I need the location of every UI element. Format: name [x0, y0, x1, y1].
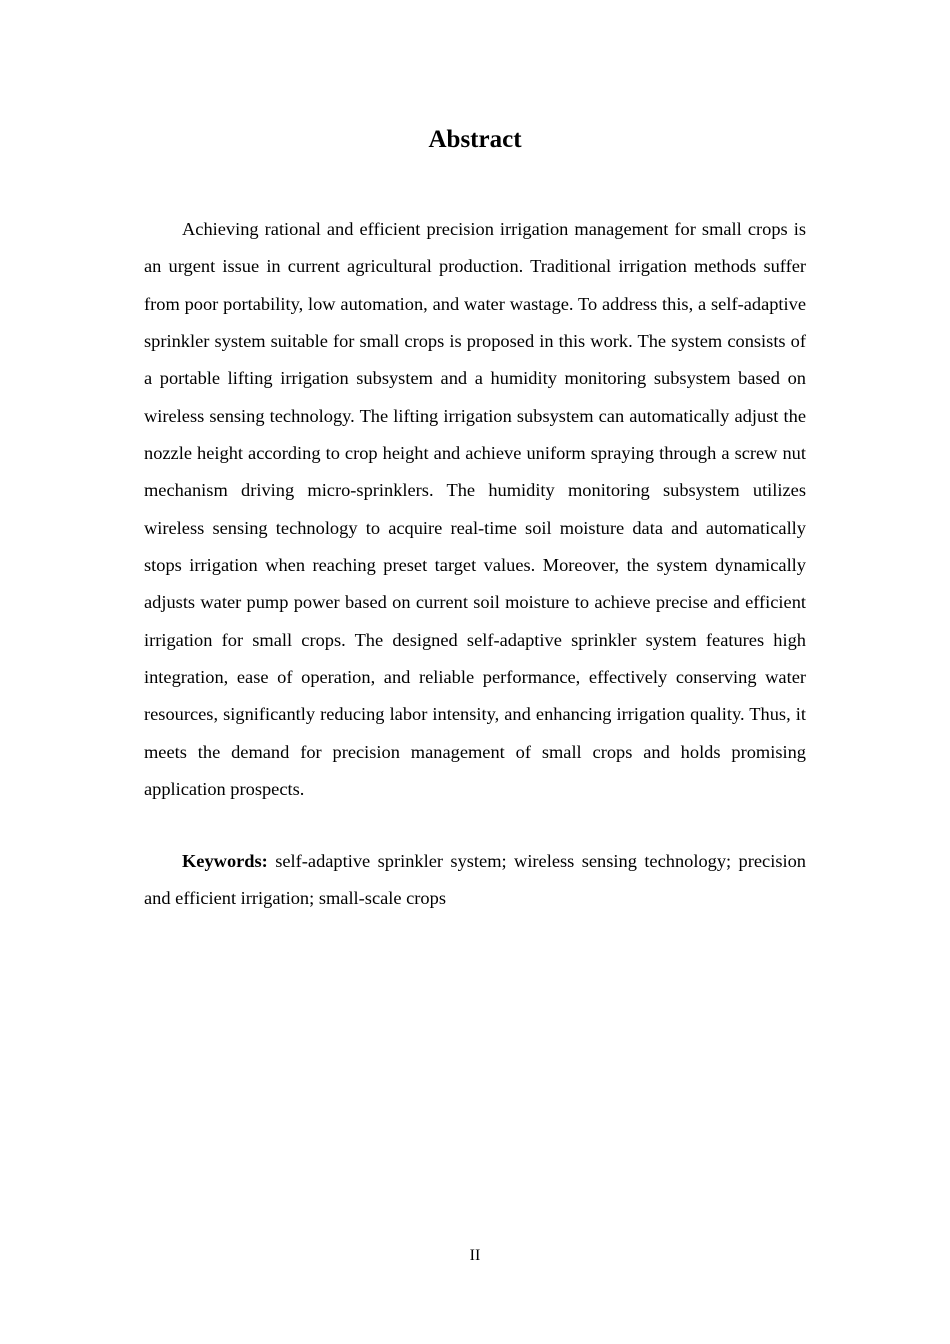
abstract-paragraph: Achieving rational and efficient precision irrigation management for small crops is an urgent issue in current agricultural production. Traditional irrigation methods suffer from poor portability, low automation, and water wastage. To address this, a self-adaptive sprinkler system suitable for small crops is proposed in this work. The system consists of a portable lifting irrigation subsystem and a humidity monitoring subsystem based on wireless sensing technology. The lifting irrigation subsystem can automatically adjust the nozzle height according to crop height and achieve uniform spraying through a screw nut mechanism driving micro-sprinklers. The humidity monitoring subsystem utilizes wireless sensing technology to acquire real-time soil moisture data and automatically stops irrigation when reaching preset target values. Moreover, the system dynamically adjusts water pump power based on current soil moisture to achieve precise and efficient irrigation for small crops. The designed self-adaptive sprinkler system features high integration, ease of operation, and reliable performance, effectively conserving water resources, significantly reducing labor intensity, and enhancing irrigation quality. Thus, it meets the demand for precision management of small crops and holds promising application prospects. — [144, 219, 806, 800]
page-title: Abstract — [428, 126, 522, 153]
keywords-label: Keywords: — [182, 851, 268, 871]
keywords-paragraph — [144, 843, 806, 918]
page-number: II — [469, 1247, 481, 1264]
keywords-text: self-adaptive sprinkler system; wireless sensing technology; precision and efficient irrigation; small-scale crops — [144, 851, 806, 909]
